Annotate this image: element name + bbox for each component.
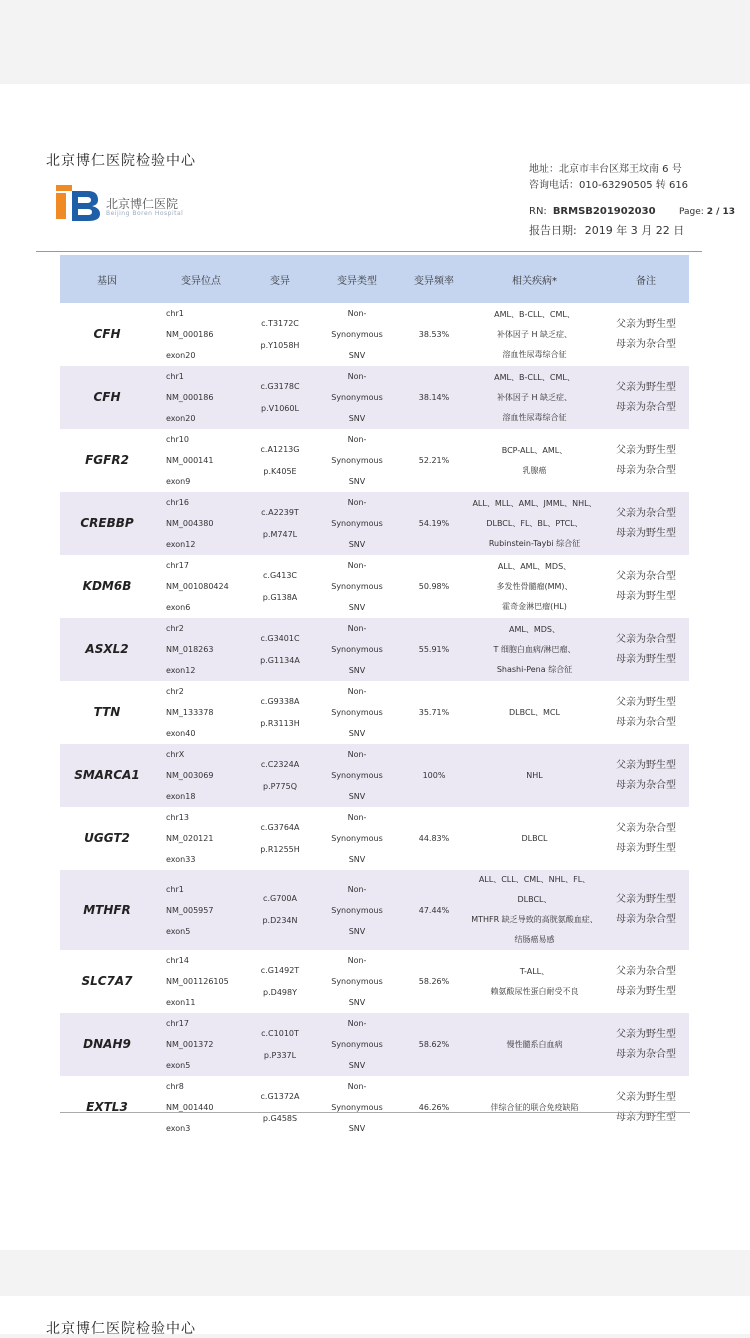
variant-type-cell-line: SNV <box>348 414 366 423</box>
frequency-cell: 100% <box>402 744 466 807</box>
variant-type-cell-line: Non- <box>347 372 367 381</box>
variant-type-cell <box>312 1076 402 1139</box>
variant-type-cell <box>312 744 402 807</box>
variant-type-cell-line: Non- <box>347 813 367 822</box>
position-cell <box>154 492 248 555</box>
disease-cell <box>466 807 603 870</box>
table-row <box>60 618 689 681</box>
note-cell-line: 母亲为野生型 <box>616 590 676 602</box>
position-cell-line: exon9 <box>166 477 191 486</box>
variant-type-cell-line: Synonymous <box>331 582 383 591</box>
note-cell <box>603 807 689 870</box>
variant-type-cell <box>312 681 402 744</box>
table-row <box>60 870 689 950</box>
table-bottom-rule <box>60 1112 690 1113</box>
center-name: 北京博仁医院检验中心 <box>46 153 196 169</box>
variant-type-cell-line: Non- <box>347 624 367 633</box>
table-row <box>60 681 689 744</box>
note-cell-line: 父亲为杂合型 <box>616 822 676 834</box>
mutation-cell-line: p.D234N <box>262 916 298 925</box>
gene-name-cell: SMARCA1 <box>60 744 154 807</box>
position-cell-line: exon6 <box>166 603 191 612</box>
position-cell-line: exon5 <box>166 926 191 936</box>
position-cell-line: chr2 <box>166 624 184 633</box>
note-cell-line: 母亲为杂合型 <box>616 716 676 728</box>
date-label: 报告日期: <box>529 224 577 237</box>
note-cell <box>603 744 689 807</box>
position-cell-line: exon5 <box>166 1061 191 1070</box>
variant-type-cell-line: SNV <box>348 540 366 549</box>
disease-cell-line: 溶血性尿毒综合征 <box>502 412 567 422</box>
gene-variant-table <box>60 255 689 1139</box>
disease-cell-line: 补体因子 H 缺乏症、 <box>496 329 573 339</box>
note-cell <box>603 1076 689 1139</box>
disease-cell <box>466 366 603 429</box>
position-cell-line: NM_000186 <box>166 330 214 339</box>
note-cell-line: 父亲为野生型 <box>616 1028 676 1040</box>
variant-type-cell-line: Non- <box>347 956 367 965</box>
disease-cell <box>466 555 603 618</box>
note-cell-line: 母亲为杂合型 <box>616 779 676 791</box>
position-cell-line: chr17 <box>166 561 189 570</box>
variant-type-cell-line: SNV <box>348 1124 366 1133</box>
frequency-cell: 38.53% <box>418 330 450 339</box>
disease-cell-line: 结肠癌易感 <box>514 935 555 944</box>
mutation-cell-line: p.K405E <box>263 466 297 476</box>
variant-type-cell <box>312 555 402 618</box>
frequency-cell: 47.44% <box>402 870 466 950</box>
gene-name-cell: EXTL3 <box>86 1100 128 1114</box>
disease-cell <box>466 1076 603 1139</box>
position-cell-line: exon11 <box>166 998 196 1007</box>
note-cell-line: 母亲为野生型 <box>616 1111 676 1123</box>
mutation-cell-line: c.C1010T <box>261 1028 299 1038</box>
mutation-cell <box>248 1076 312 1139</box>
disease-cell-line: T 细胞白血病/淋巴瘤、 <box>493 644 576 654</box>
note-cell <box>603 870 689 950</box>
column-header: 变异 <box>248 255 312 303</box>
position-cell-line: chr1 <box>166 309 184 318</box>
variant-type-cell-line: Non- <box>347 750 367 759</box>
variant-type-cell-line: Synonymous <box>331 771 383 780</box>
mutation-cell <box>248 950 312 1013</box>
variant-type-cell-line: Non- <box>347 1019 367 1028</box>
variant-type-cell-line: Synonymous <box>331 905 383 915</box>
table-row <box>60 492 689 555</box>
position-cell-line: NM_001080424 <box>166 582 229 591</box>
position-cell-line: exon12 <box>166 666 196 675</box>
disease-cell-line: T-ALL、 <box>519 966 550 976</box>
mutation-cell-line: c.A1213G <box>260 444 300 454</box>
page-label: Page: <box>679 207 704 217</box>
position-cell-line: chr17 <box>166 1019 189 1028</box>
mutation-cell <box>248 366 312 429</box>
mutation-cell-line: p.D498Y <box>263 987 297 997</box>
rn-value: BRMSB201902030 <box>552 206 656 217</box>
gene-name-cell: SLC7A7 <box>81 974 133 988</box>
variant-type-cell-line: SNV <box>348 926 366 936</box>
position-cell-line: exon33 <box>166 855 196 864</box>
disease-cell-line: DLBCL <box>521 833 548 843</box>
position-cell-line: NM_018263 <box>166 645 214 654</box>
disease-cell <box>466 1013 603 1076</box>
frequency-cell: 54.19% <box>402 492 466 555</box>
variant-type-cell-line: Synonymous <box>331 456 383 465</box>
mutation-cell-line: c.T3172C <box>261 318 299 328</box>
disease-cell-line: ALL、CLL、CML、NHL、FL、DLBCL、 <box>478 875 591 904</box>
frequency-cell: 58.26% <box>418 977 450 986</box>
note-cell <box>603 303 689 366</box>
position-cell-line: chr8 <box>166 1082 184 1091</box>
mutation-cell-line: c.G413C <box>263 570 297 580</box>
position-cell-line: NM_005957 <box>166 905 214 915</box>
variant-type-cell <box>312 1013 402 1076</box>
variant-type-cell-line: Non- <box>347 687 367 696</box>
table-row <box>60 429 689 492</box>
rn-label: RN: <box>529 206 547 217</box>
next-page-center-name: 北京博仁医院检验中心 <box>46 1321 196 1337</box>
mutation-cell <box>248 555 312 618</box>
note-cell-line: 父亲为野生型 <box>616 1091 676 1103</box>
phone-text: 咨询电话：010-63290505 转 616 <box>529 180 689 191</box>
note-cell-line: 母亲为野生型 <box>616 527 676 539</box>
address-text: 地址：北京市丰台区郑王坟南 6 号 <box>529 164 682 175</box>
table-row <box>60 744 689 807</box>
gene-name-cell: KDM6B <box>82 579 132 593</box>
position-cell <box>154 618 248 681</box>
position-cell-line: exon20 <box>166 414 196 423</box>
note-cell <box>603 555 689 618</box>
position-cell-line: exon40 <box>166 729 196 738</box>
note-cell-line: 父亲为野生型 <box>616 696 676 708</box>
position-cell-line: exon12 <box>166 540 196 549</box>
variant-type-cell-line: Synonymous <box>331 519 383 528</box>
disease-cell-line: 补体因子 H 缺乏症、 <box>496 392 573 402</box>
contact-block <box>529 162 688 194</box>
gene-name-cell: DNAH9 <box>60 1013 154 1076</box>
variant-type-cell-line: SNV <box>348 729 366 738</box>
note-cell-line: 母亲为野生型 <box>616 653 676 665</box>
variant-type-cell-line: SNV <box>348 603 366 612</box>
position-cell-line: NM_001126105 <box>166 977 229 986</box>
mutation-cell-line: c.G700A <box>263 894 297 903</box>
disease-cell-line: AML、B-CLL、CML、 <box>494 309 575 319</box>
position-cell <box>154 303 248 366</box>
mutation-cell <box>248 870 312 950</box>
position-cell-line: NM_133378 <box>166 708 214 717</box>
position-cell <box>154 1013 248 1076</box>
mutation-cell-line: c.G1492T <box>260 965 300 975</box>
gene-name-cell: UGGT2 <box>84 831 130 845</box>
note-cell <box>603 950 689 1013</box>
gene-name-cell: CFH <box>60 366 154 429</box>
variant-type-cell <box>312 492 402 555</box>
gene-name-cell: CFH <box>93 327 121 341</box>
note-cell-line: 父亲为杂合型 <box>616 570 676 582</box>
note-cell-line: 母亲为杂合型 <box>616 338 676 350</box>
mutation-cell-line: c.G3178C <box>260 381 300 391</box>
column-header: 备注 <box>603 255 689 303</box>
disease-cell-line: DLBCL、MCL <box>509 707 560 717</box>
table-row <box>60 950 689 1013</box>
mutation-cell <box>248 618 312 681</box>
disease-cell-line: Shashi-Pena 综合征 <box>496 664 573 674</box>
disease-cell-line: MTHFR 缺乏导致的高胱氨酸血症、 <box>471 915 598 924</box>
variant-type-cell-line: Non- <box>347 435 367 444</box>
variant-type-cell-line: SNV <box>348 998 366 1007</box>
position-cell-line: exon18 <box>166 792 196 801</box>
frequency-cell: 52.21% <box>418 456 450 465</box>
position-cell-line: exon20 <box>166 351 196 360</box>
page-number <box>679 207 735 217</box>
variant-type-cell-line: Non- <box>347 309 367 318</box>
disease-cell-line: ALL、AML、MDS、 <box>497 561 572 571</box>
position-cell-line: chr14 <box>166 956 189 965</box>
variant-type-cell <box>312 366 402 429</box>
note-cell <box>603 366 689 429</box>
position-cell <box>154 807 248 870</box>
disease-cell-line: 赖氨酸尿性蛋白耐受不良 <box>490 986 579 996</box>
gene-name-cell: CREBBP <box>60 492 154 555</box>
mutation-cell-line: c.A2239T <box>261 507 299 517</box>
position-cell <box>154 429 248 492</box>
variant-type-cell-line: Non- <box>347 884 367 894</box>
note-cell-line: 父亲为杂合型 <box>616 507 676 519</box>
table-header-row <box>60 255 689 303</box>
table-row <box>60 555 689 618</box>
position-cell-line: exon3 <box>166 1124 191 1133</box>
frequency-cell: 44.83% <box>418 834 450 843</box>
position-cell-line: NM_020121 <box>166 834 214 843</box>
mutation-cell <box>248 681 312 744</box>
disease-cell-line: 多发性骨髓瘤(MM)、 <box>496 581 573 591</box>
disease-cell-line: AML、B-CLL、CML、 <box>494 372 575 382</box>
variant-type-cell <box>312 303 402 366</box>
disease-cell <box>466 492 603 555</box>
note-cell-line: 父亲为野生型 <box>616 444 676 456</box>
column-header: 变异频率 <box>402 255 466 303</box>
variant-type-cell-line: Synonymous <box>331 977 383 986</box>
mutation-cell <box>248 1013 312 1076</box>
variant-type-cell-line: SNV <box>348 351 366 360</box>
disease-cell <box>466 618 603 681</box>
note-cell-line: 父亲为杂合型 <box>616 633 676 645</box>
variant-type-cell-line: Synonymous <box>331 393 383 402</box>
position-cell <box>154 870 248 950</box>
variant-type-cell-line: SNV <box>348 477 366 486</box>
disease-cell <box>466 870 603 950</box>
position-cell-line: chrX <box>166 750 185 759</box>
position-cell-line: chr2 <box>166 687 184 696</box>
disease-cell-line: 伴综合征的联合免疫缺陷 <box>490 1102 579 1112</box>
gene-name-cell: MTHFR <box>60 870 154 950</box>
frequency-cell: 35.71% <box>418 708 450 717</box>
frequency-cell: 46.26% <box>418 1103 450 1112</box>
note-cell-line: 母亲为杂合型 <box>616 1048 676 1060</box>
variant-type-cell <box>312 870 402 950</box>
disease-cell <box>466 681 603 744</box>
note-cell-line: 母亲为杂合型 <box>616 401 676 413</box>
frequency-cell: 58.62% <box>402 1013 466 1076</box>
page-value: 2 / 13 <box>706 207 736 217</box>
disease-cell-line: BCP-ALL、AML、 <box>501 445 568 455</box>
table-row <box>60 1076 689 1139</box>
mutation-cell <box>248 744 312 807</box>
frequency-cell: 50.98% <box>418 582 450 591</box>
variant-type-cell-line: Synonymous <box>331 834 383 843</box>
table-row <box>60 807 689 870</box>
logo-text: 北京博仁医院 <box>106 197 179 211</box>
note-cell-line: 父亲为野生型 <box>616 894 676 905</box>
disease-cell-line: 慢性髓系白血病 <box>506 1039 563 1049</box>
note-cell <box>603 1013 689 1076</box>
mutation-cell-line: p.P337L <box>263 1050 297 1060</box>
position-cell <box>154 681 248 744</box>
logo-subtext: Beijing Boren Hospital <box>106 210 184 217</box>
position-cell-line: NM_000186 <box>166 393 214 402</box>
column-header: 相关疾病* <box>466 255 603 303</box>
variant-type-cell-line: Synonymous <box>331 645 383 654</box>
variant-type-cell-line: Synonymous <box>331 708 383 717</box>
mutation-cell-line: p.G1134A <box>260 655 300 665</box>
gene-name-cell: ASXL2 <box>60 618 154 681</box>
disease-cell-line: ALL、MLL、AML、JMML、NHL、 <box>472 498 597 508</box>
note-cell-line: 父亲为野生型 <box>616 759 676 771</box>
disease-cell-line: AML、MDS、 <box>509 624 560 634</box>
gene-name-cell: TTN <box>93 705 121 719</box>
mutation-cell <box>248 492 312 555</box>
mutation-cell-line: p.G458S <box>262 1113 298 1123</box>
position-cell-line: chr10 <box>166 435 189 444</box>
note-cell-line: 父亲为野生型 <box>616 318 676 330</box>
mutation-cell-line: c.G3401C <box>260 633 300 643</box>
mutation-cell-line: p.Y1058H <box>260 340 300 350</box>
variant-type-cell <box>312 429 402 492</box>
note-cell-line: 母亲为野生型 <box>616 842 676 854</box>
mutation-cell-line: p.V1060L <box>261 403 299 413</box>
mutation-cell-line: c.G9338A <box>260 696 300 706</box>
disease-cell <box>466 950 603 1013</box>
position-cell <box>154 1076 248 1139</box>
position-cell-line: NM_001372 <box>166 1040 214 1049</box>
position-cell-line: NM_001440 <box>166 1103 214 1112</box>
position-cell-line: NM_000141 <box>166 456 214 465</box>
variant-type-cell-line: SNV <box>348 666 366 675</box>
mutation-cell-line: p.P775Q <box>262 781 297 791</box>
mutation-cell-line: c.G3764A <box>260 822 300 832</box>
header-divider <box>36 251 702 252</box>
note-cell <box>603 681 689 744</box>
variant-type-cell-line: SNV <box>348 792 366 801</box>
disease-cell <box>466 429 603 492</box>
position-cell-line: chr16 <box>166 498 189 507</box>
note-cell-line: 母亲为杂合型 <box>616 464 676 476</box>
disease-cell-line: 乳腺癌 <box>522 465 547 475</box>
position-cell-line: chr1 <box>166 884 184 894</box>
table-row <box>60 303 689 366</box>
variant-type-cell-line: SNV <box>348 855 366 864</box>
disease-cell-line: Rubinstein-Taybi 综合征 <box>488 538 581 548</box>
table-row <box>60 366 689 429</box>
note-cell-line: 父亲为杂合型 <box>616 965 676 977</box>
mutation-cell-line: p.G138A <box>262 592 298 602</box>
report-number <box>529 206 656 217</box>
position-cell-line: chr1 <box>166 372 184 381</box>
variant-type-cell-line: Non- <box>347 1082 367 1091</box>
mutation-cell-line: c.C2324A <box>260 759 300 769</box>
variant-type-cell-line: SNV <box>348 1061 366 1070</box>
position-cell <box>154 950 248 1013</box>
note-cell-line: 母亲为野生型 <box>616 985 676 997</box>
disease-cell-line: 溶血性尿毒综合征 <box>502 349 567 359</box>
variant-type-cell-line: Synonymous <box>331 330 383 339</box>
table-row <box>60 1013 689 1076</box>
note-cell <box>603 492 689 555</box>
variant-type-cell <box>312 950 402 1013</box>
mutation-cell <box>248 429 312 492</box>
disease-cell-line: NHL <box>526 770 543 780</box>
variant-type-cell-line: Synonymous <box>331 1103 383 1112</box>
disease-cell <box>466 744 603 807</box>
column-header: 变异类型 <box>312 255 402 303</box>
disease-cell-line: DLBCL、FL、BL、PTCL、 <box>486 518 583 528</box>
note-cell <box>603 618 689 681</box>
date-value: 2019 年 3 月 22 日 <box>584 224 685 237</box>
mutation-cell-line: c.G1372A <box>260 1091 300 1101</box>
gene-name-cell: FGFR2 <box>85 453 129 467</box>
column-header: 变异位点 <box>154 255 248 303</box>
frequency-cell: 55.91% <box>402 618 466 681</box>
note-cell-line: 父亲为野生型 <box>616 381 676 393</box>
report-date <box>529 222 684 238</box>
note-cell-line: 母亲为杂合型 <box>616 914 676 925</box>
position-cell <box>154 744 248 807</box>
column-header: 基因 <box>60 255 154 303</box>
mutation-cell-line: p.R1255H <box>260 844 300 854</box>
variant-type-cell <box>312 807 402 870</box>
variant-type-cell-line: Synonymous <box>331 1040 383 1049</box>
disease-cell <box>466 303 603 366</box>
mutation-cell-line: p.R3113H <box>260 718 300 728</box>
mutation-cell <box>248 303 312 366</box>
position-cell-line: NM_003069 <box>166 771 214 780</box>
variant-type-cell <box>312 618 402 681</box>
position-cell-line: NM_004380 <box>166 519 214 528</box>
position-cell-line: chr13 <box>166 813 189 822</box>
mutation-cell <box>248 807 312 870</box>
mutation-cell-line: p.M747L <box>262 529 298 539</box>
note-cell <box>603 429 689 492</box>
frequency-cell: 38.14% <box>402 366 466 429</box>
position-cell <box>154 555 248 618</box>
variant-type-cell-line: Non- <box>347 561 367 570</box>
variant-type-cell-line: Non- <box>347 498 367 507</box>
disease-cell-line: 霍奇金淋巴瘤(HL) <box>502 601 567 611</box>
position-cell <box>154 366 248 429</box>
